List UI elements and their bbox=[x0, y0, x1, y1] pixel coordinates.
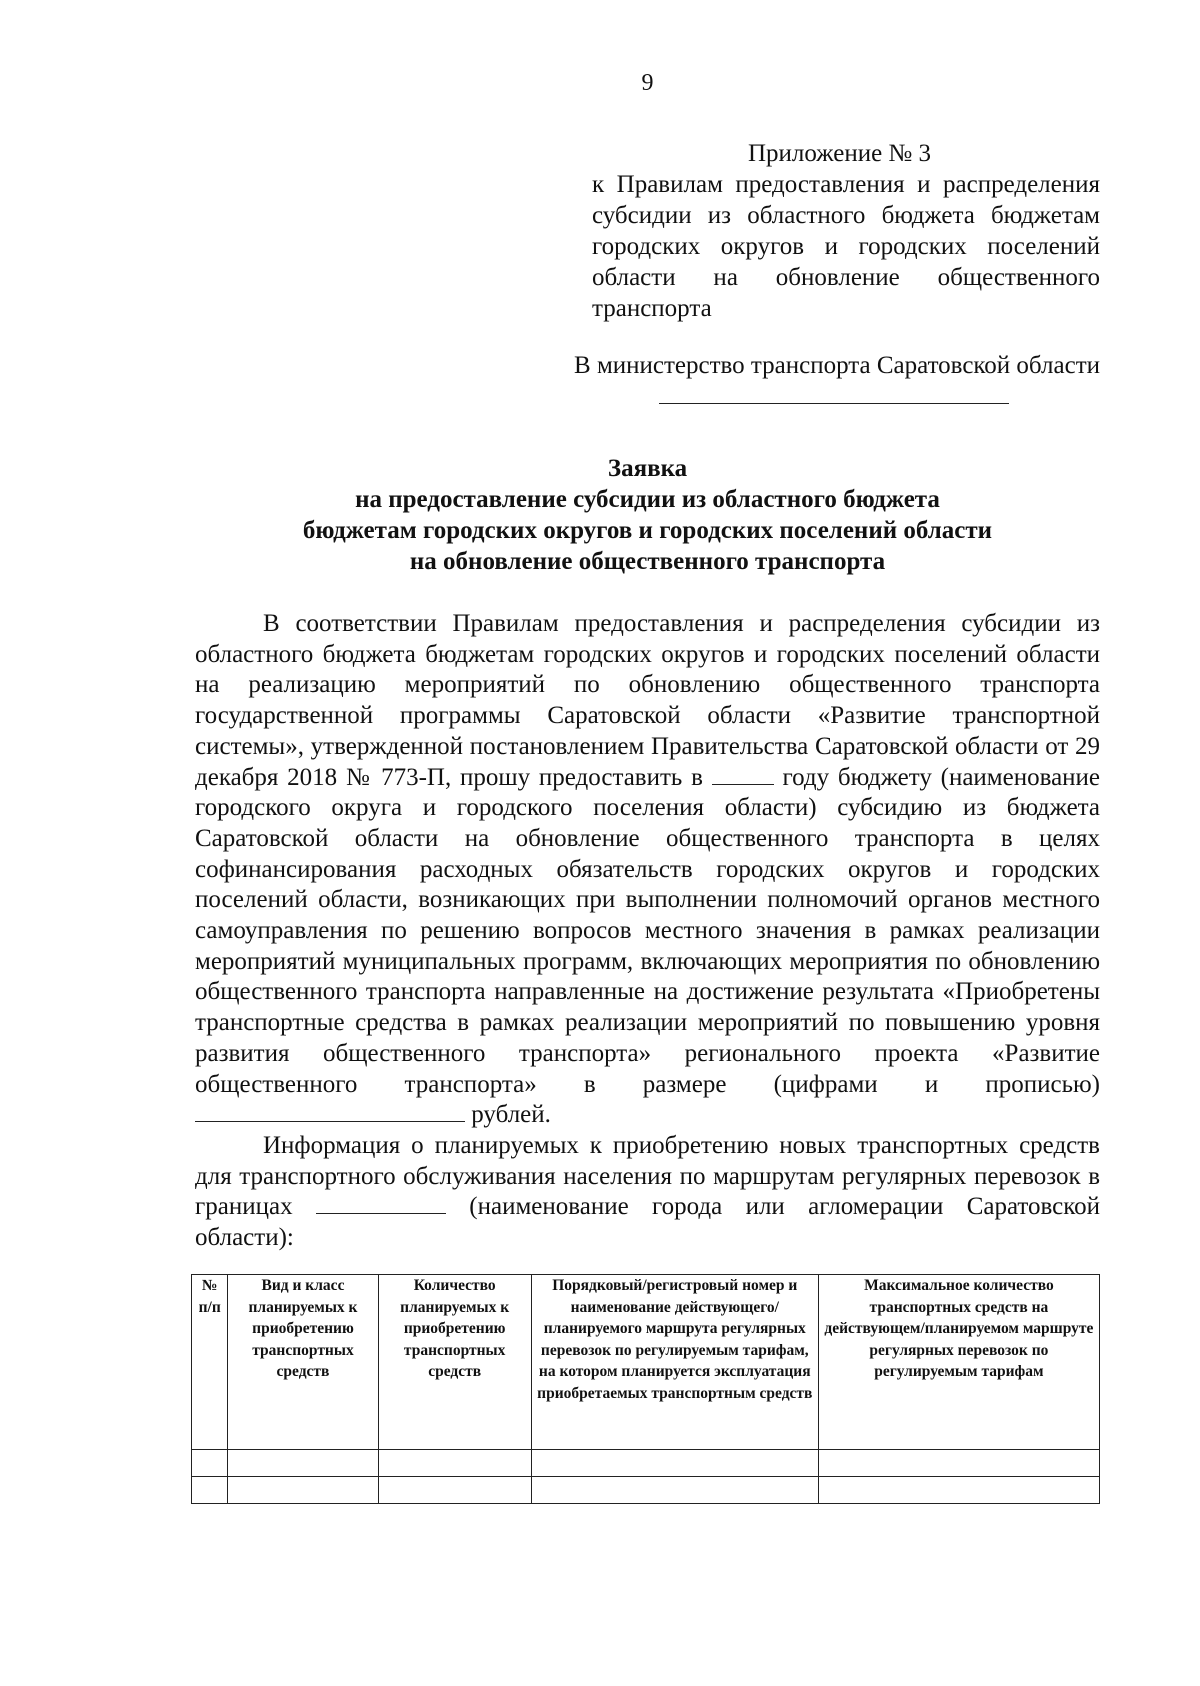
title-line-3: бюджетам городских округов и городских поселений области bbox=[302, 517, 993, 544]
title-line-4: на обновление общественного транспорта bbox=[409, 548, 886, 575]
table-cell bbox=[378, 1477, 531, 1504]
table-cell bbox=[192, 1450, 228, 1477]
table-cell bbox=[818, 1477, 1099, 1504]
currency-label: рублей. bbox=[471, 1101, 551, 1129]
vehicles-table bbox=[191, 1274, 1100, 1504]
city-blank bbox=[316, 1193, 446, 1214]
body-text bbox=[195, 609, 1100, 1254]
table-cell bbox=[192, 1477, 228, 1504]
table-cell bbox=[818, 1450, 1099, 1477]
header-vehicle-type: Вид и класс планируемых к приобретению транспортных средств bbox=[228, 1275, 378, 1450]
request-text-part-1: В соответствии Правилам предоставления и распределения субсидии из областного бюджета бюджетам городских округов и городских поселений области на реализацию мероприятий по обновлению общественного транспорта государственной программы Саратовской области «Развитие транспортной системы», утвержденной постановлением Правительства Саратовской области от 29 декабря 2018 № 773-П, прошу предоставить в bbox=[195, 610, 1100, 791]
table-header-row bbox=[192, 1275, 1100, 1450]
table-row bbox=[192, 1450, 1100, 1477]
table-cell bbox=[228, 1450, 378, 1477]
header-number: № п/п bbox=[192, 1275, 228, 1450]
info-paragraph bbox=[195, 1131, 1100, 1254]
appendix-block bbox=[592, 138, 1100, 324]
appendix-text: к Правилам предоставления и распределения субсидии из областного бюджета бюджетам городских округов и городских поселений области на обновление общественного транспорта bbox=[592, 171, 1100, 322]
table-cell bbox=[531, 1477, 818, 1504]
addressee-blank-line bbox=[659, 403, 1009, 404]
header-max-quantity: Максимальное количество транспортных средств на действующем/планируемом маршруте регулярных перевозок по регулируемым тарифам bbox=[818, 1275, 1099, 1450]
table-cell bbox=[228, 1477, 378, 1504]
document-title bbox=[195, 453, 1100, 577]
title-line-1: Заявка bbox=[607, 455, 688, 482]
header-route: Порядковый/регистровый номер и наименование действующего/планируемого маршрута регулярных перевозок по регулируемым тарифам, на котором планируется эксплуатация приобретаемых транспортным средств bbox=[531, 1275, 818, 1450]
info-text-part-1: Информация о планируемых к приобретению новых транспортных средств для транспортного обслуживания населения по маршрутам регулярных перевозок в границах bbox=[195, 1131, 1100, 1221]
table-cell bbox=[531, 1450, 818, 1477]
request-text-part-2: году бюджету (наименование городского округа и городского поселения области) субсидию из бюджета Саратовской области на обновление общественного транспорта в целях софинансирования расходных обязательств городских округов и городских поселений области, возникающих при выполнении полномочий органов местного самоуправления по решению вопросов местного значения в рамках реализации мероприятий муниципальных программ, включающих мероприятия по обновлению общественного транспорта направленные на достижение результата «Приобретены транспортные средства в рамках реализации мероприятий по повышению уровня развития общественного транспорта» регионального проекта «Развитие общественного транспорта» в размере (цифрами и прописью) bbox=[195, 763, 1101, 1098]
title-line-2: на предоставление субсидии из областного бюджета bbox=[355, 486, 940, 513]
addressee: В министерство транспорта Саратовской области bbox=[574, 352, 1100, 379]
table-row bbox=[192, 1477, 1100, 1504]
appendix-title: Приложение № 3 bbox=[748, 140, 932, 167]
year-blank bbox=[712, 764, 774, 785]
header-quantity: Количество планируемых к приобретению транспортных средств bbox=[378, 1275, 531, 1450]
table-cell bbox=[378, 1450, 531, 1477]
page-number: 9 bbox=[641, 70, 654, 96]
request-paragraph bbox=[195, 609, 1100, 1131]
amount-blank bbox=[195, 1101, 465, 1122]
info-text-part-2: (наименование города или агломерации Саратовской области): bbox=[195, 1193, 1101, 1252]
